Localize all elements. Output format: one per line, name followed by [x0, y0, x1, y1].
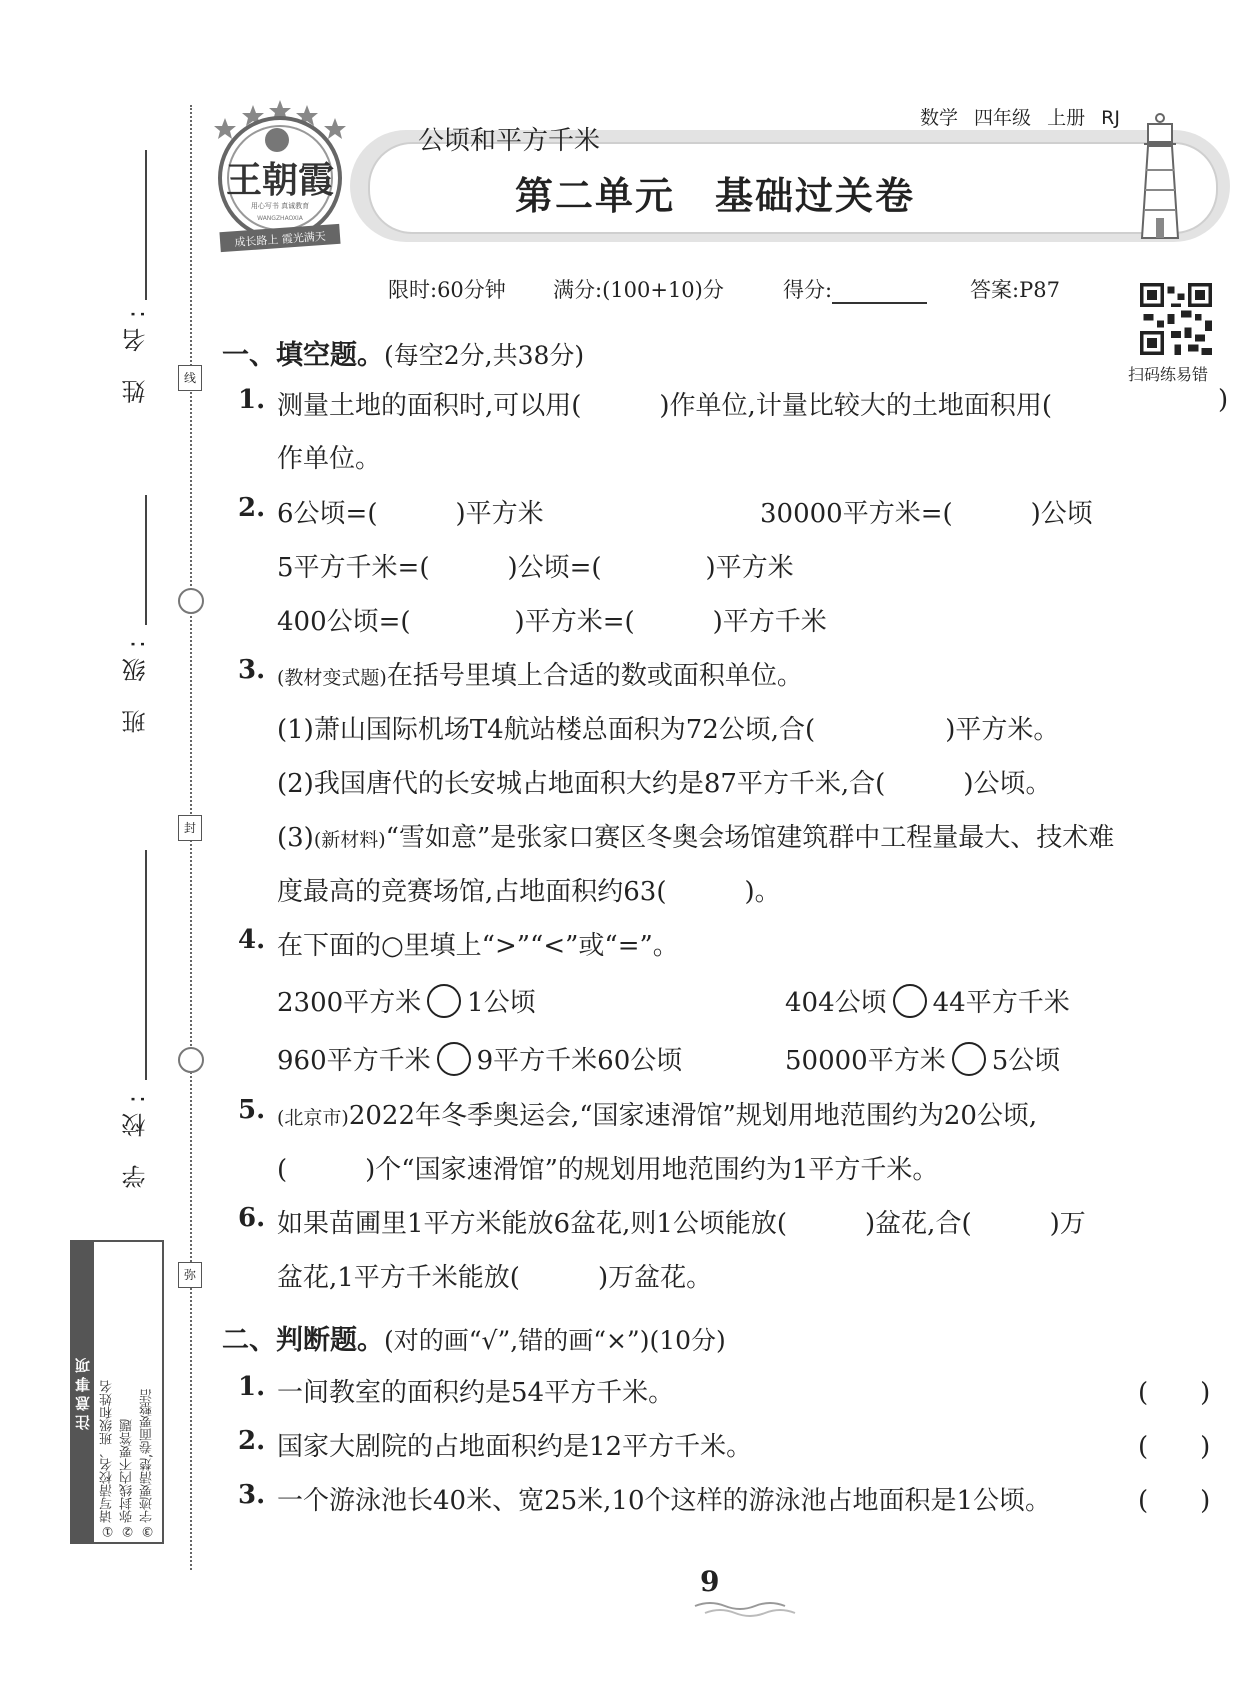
q5-text: 2022年冬季奥运会,“国家速滑馆”规划用地范围约为20公顷,	[348, 1101, 1038, 1131]
q3-sub1: (1)萧山国际机场T4航站楼总面积为72公顷,合( )平方米。	[277, 715, 1060, 745]
logo-pinyin: WANGZHAOXIA	[257, 215, 303, 222]
section1-heading: 一、填空题。	[222, 340, 384, 371]
judge-answer-blank[interactable]: ( )	[1138, 1378, 1211, 1408]
name-field[interactable]	[145, 150, 147, 300]
q2-c: 5平方千米=( )公顷=( )平方米	[277, 553, 794, 583]
section2-heading: 二、判断题。	[222, 1325, 384, 1356]
q3-sub3-pre: (3)	[277, 823, 314, 853]
page-number: 9	[700, 1565, 720, 1598]
q4-stem: 在下面的○里填上“>”“<”或“=”。	[277, 931, 679, 961]
judge-q3: 一个游泳池长40米、宽25米,10个这样的游泳池占地面积是1公顷。	[277, 1486, 1052, 1516]
question-number: 3.	[238, 1480, 266, 1510]
q2-a: 6公顷=( )平方米	[277, 499, 544, 529]
name-label: 姓 名:	[122, 300, 150, 404]
logo-tag: 用心写书 真诚教育	[250, 202, 310, 210]
clip-icon	[178, 588, 204, 614]
compare-circle[interactable]	[952, 1042, 986, 1076]
judge-q2: 国家大剧院的占地面积约是12平方千米。	[277, 1432, 753, 1462]
seal-mark-closed: 弥	[178, 1262, 202, 1288]
page-title: 第二单元 基础过关卷	[514, 174, 915, 218]
q3-tag: (教材变式题)	[277, 667, 387, 689]
answer-ref: 答案:P87	[970, 278, 1060, 302]
q4-a-left: 2300平方米	[277, 988, 422, 1018]
q4-a-right: 1公顷	[467, 988, 536, 1018]
notice-head: 注意事项	[72, 1242, 94, 1542]
seal-mark-seal: 封	[178, 815, 202, 841]
seal-mark-line: 线	[178, 365, 202, 391]
question-number: 6.	[238, 1203, 266, 1233]
q1-line2: 作单位。	[277, 444, 382, 474]
q4-item-c	[277, 1040, 682, 1079]
q3-sub3-line1	[277, 817, 1114, 854]
q4-b-left: 404公顷	[785, 988, 887, 1018]
question-number: 2.	[238, 493, 266, 523]
q5-tag: (北京市)	[277, 1107, 349, 1129]
section2-title	[222, 1318, 726, 1357]
q3-sub3-text: “雪如意”是张家口赛区冬奥会场馆建筑群中工程量最大、技术难	[385, 823, 1115, 853]
question-number: 2.	[238, 1426, 266, 1456]
logo-slogan: 成长路上 霞光满天	[234, 229, 327, 250]
q4-d-left: 50000平方米	[785, 1046, 946, 1076]
q3-stem	[277, 655, 803, 692]
compare-circle[interactable]	[437, 1042, 471, 1076]
q5-line2: ( )个“国家速滑馆”的规划用地范围约为1平方千米。	[277, 1155, 939, 1185]
notice-item: ②弥封线内不要答题	[120, 1419, 135, 1538]
q1-line1: 测量土地的面积时,可以用( )作单位,计量比较大的土地面积用(	[277, 391, 1052, 421]
section2-note: (对的画“√”,错的画“×”)(10分)	[384, 1326, 726, 1355]
section1-note: (每空2分,共38分)	[384, 341, 585, 370]
q4-d-right: 5公顷	[991, 1046, 1061, 1076]
qr-code[interactable]	[1140, 283, 1212, 355]
q3-stem-text: 在括号里填上合适的数或面积单位。	[386, 661, 803, 691]
notice-box	[70, 1240, 164, 1544]
full-score: 满分:(100+10)分	[553, 278, 724, 302]
q4-item-b	[785, 982, 1070, 1021]
judge-answer-blank[interactable]: ( )	[1138, 1432, 1211, 1462]
score-field[interactable]	[832, 282, 927, 304]
q3-sub3-line2: 度最高的竞赛场馆,占地面积约63( )。	[277, 877, 781, 907]
wave-decoration	[690, 1598, 800, 1618]
judge-answer-blank[interactable]: ( )	[1138, 1486, 1211, 1516]
q4-item-a	[277, 982, 536, 1021]
school-label: 学 校:	[122, 1085, 150, 1189]
q4-item-d	[785, 1040, 1060, 1079]
question-number: 1.	[238, 1372, 266, 1402]
question-number: 1.	[238, 385, 266, 415]
school-field[interactable]	[145, 850, 147, 1080]
section1-title	[222, 333, 584, 372]
notice-item: ①请写清校名、班级和姓名	[100, 1380, 115, 1538]
q3-sub3-tag: (新材料)	[313, 829, 386, 851]
lighthouse-icon	[1130, 110, 1190, 240]
q4-c-left: 960平方千米	[277, 1046, 431, 1076]
judge-q1: 一间教室的面积约是54平方千米。	[277, 1378, 675, 1408]
notice-item: ③字迹要清楚,卷面要整洁	[140, 1388, 155, 1538]
question-number: 3.	[238, 655, 266, 685]
q5-line1	[277, 1095, 1037, 1132]
question-number: 5.	[238, 1095, 266, 1125]
q3-sub2: (2)我国唐代的长安城占地面积大约是87平方千米,合( )公顷。	[277, 769, 1052, 799]
time-limit: 限时:60分钟	[388, 278, 506, 302]
q2-d: 400公顷=( )平方米=( )平方千米	[277, 607, 827, 637]
q4-c-right: 9平方千米60公顷	[476, 1046, 683, 1076]
compare-circle[interactable]	[893, 984, 927, 1018]
q2-b: 30000平方米=( )公顷	[760, 499, 1093, 529]
question-number: 4.	[238, 925, 266, 955]
score-block	[783, 274, 927, 304]
q6-line2: 盆花,1平方千米能放( )万盆花。	[277, 1263, 713, 1293]
q1-paren-end: )	[1218, 385, 1229, 415]
subject-info: 数学 四年级 上册 RJ	[920, 107, 1120, 129]
q4-b-right: 44平方千米	[932, 988, 1070, 1018]
logo-text: 王朝霞	[225, 160, 335, 201]
clip-icon	[178, 1047, 204, 1073]
qr-label: 扫码练易错	[1128, 365, 1209, 384]
brand-logo	[205, 100, 355, 260]
class-field[interactable]	[145, 495, 147, 625]
q6-line1: 如果苗圃里1平方米能放6盆花,则1公顷能放( )盆花,合( )万	[277, 1209, 1086, 1239]
score-label: 得分:	[783, 278, 833, 302]
class-label: 班 级:	[122, 630, 150, 734]
compare-circle[interactable]	[427, 984, 461, 1018]
section-tag: 公顷和平方千米	[418, 126, 601, 156]
